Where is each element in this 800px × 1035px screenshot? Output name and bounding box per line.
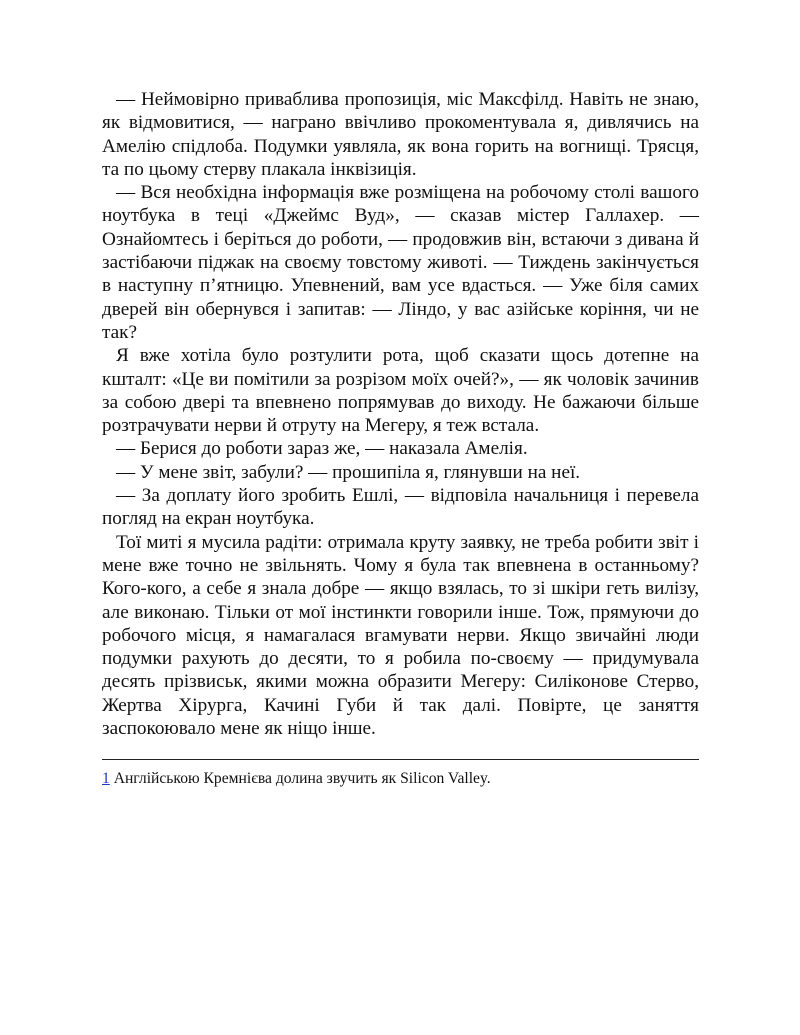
paragraph-7: Тої миті я мусила радіти: отримала круту заявку, не треба робити звіт і мене вже точно не звільнять. Чому я була так впевнена в останньому? Кого-кого, а себе я знала добре — якщо взялась, то зі шкіри геть вилізу, але виконаю. Тільки от мої інстинкти говорили інше. Тож, прямуючи до робочого місця, я намагалася вгамувати нерви. Якщо звичайні люди подумки рахують до десяти, то я робила по-своєму — придумувала десять прізвиськ, якими можна образити Мегеру: Силіконове Стерво, Жертва Хірурга, Качині Губи й так далі. Повірте, це заняття заспокоювало мене як ніщо інше. (102, 531, 699, 740)
page-body (102, 88, 699, 789)
footnote-text: Англійською Кремнієва долина звучить як Silicon Valley. (113, 770, 491, 788)
footnote-divider (102, 759, 699, 760)
paragraph-3: Я вже хотіла було розтулити рота, щоб сказати щось дотепне на кшталт: «Це ви помітили за розрізом моїх очей?», — як чоловік зачинив за собою двері та впевнено попрямував до виходу. Не бажаючи більше розтрачувати нерви й отруту на Мегеру, я теж встала. (102, 345, 699, 437)
paragraph-2: — Вся необхідна інформація вже розміщена на робочому столі вашого ноутбука в теці «Джеймс Вуд», — сказав містер Галлахер. — Ознайомтесь і беріться до роботи, — продовжив він, встаючи з дивана й застібаючи піджак на своєму товстому животі. — Тиждень закінчується в наступну п’ятницю. Упевнений, вам усе вдасться. — Уже біля самих дверей він обернувся і запитав: — Ліндо, у вас азійське коріння, чи не так? (102, 182, 699, 343)
footnote (102, 769, 699, 789)
paragraph-5: — У мене звіт, забули? — прошипіла я, глянувши на неї. (116, 461, 581, 483)
footnote-ref-link[interactable]: 1 (102, 770, 110, 788)
paragraph-6: — За доплату його зробить Ешлі, — відповіла начальниця і перевела погляд на екран ноутбука. (102, 485, 699, 530)
paragraph-1: — Неймовірно приваблива пропозиція, міс Максфілд. Навіть не знаю, як відмовитися, — награно ввічливо прокоментувала я, дивлячись на Амелію спідлоба. Подумки уявляла, як вона горить на вогнищі. Трясця, та по цьому стерву плакала інквізиція. (102, 89, 699, 180)
paragraph-4: — Берися до роботи зараз же, — наказала Амелія. (116, 438, 528, 460)
